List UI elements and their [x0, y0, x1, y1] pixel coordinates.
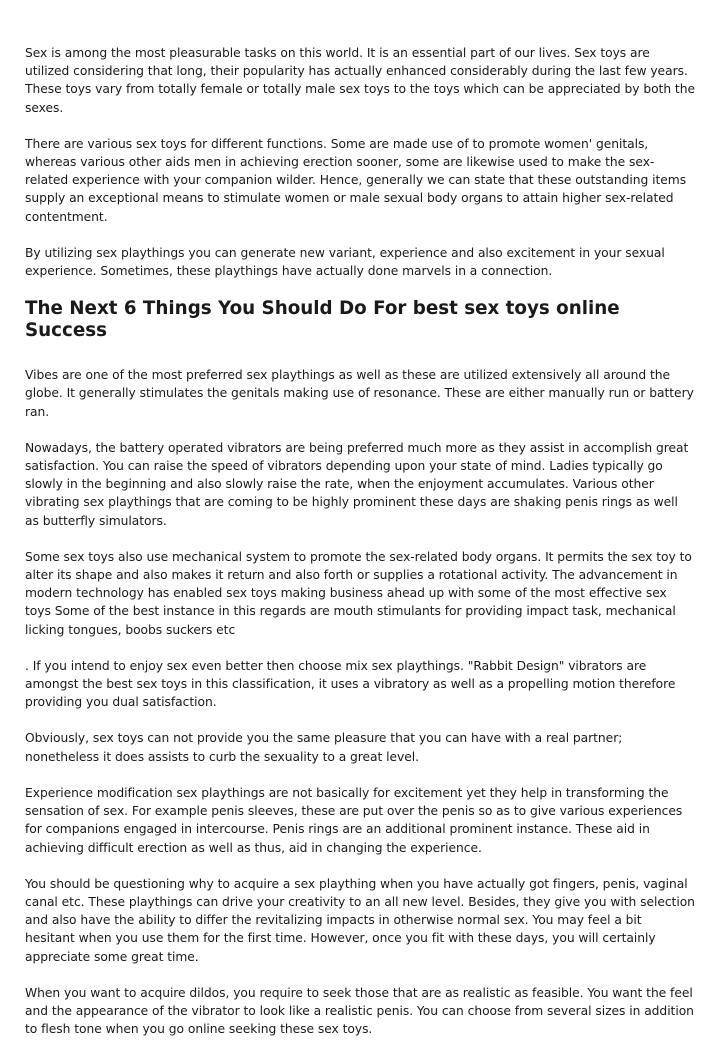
- paragraph: Experience modification sex playthings are not basically for excitement yet they help in transforming the sensation of sex. For example penis sleeves, these are put over the penis so as to give various experiences for companions engaged in intercourse. Penis rings are an additional prominent instance. These aid in achieving difficult erection as well as thus, aid in changing the experience.: [25, 785, 683, 855]
- paragraph: . If you intend to enjoy sex even better then choose mix sex playthings. "Rabbit Design" vibrators are amongst the best sex toys in this classification, it uses a vibratory as well as a propelling motion therefore providing you dual satisfaction.: [25, 658, 676, 710]
- paragraph: By utilizing sex playthings you can generate new variant, experience and also excitement in your sexual experience. Sometimes, these playthings have actually done marvels in a connection.: [25, 245, 665, 279]
- paragraph: Some sex toys also use mechanical system to promote the sex-related body organs. It permits the sex toy to alter its shape and also makes it return and also forth or supplies a rotational activity. The advancement in modern technology has enabled sex toys making business ahead up with some of the most effective sex toys Some of the best instance in this regards are mouth stimulants for providing impact task, mechanical licking tongues, boobs suckers etc: [25, 549, 692, 637]
- paragraph: Nowadays, the battery operated vibrators are being preferred much more as they assist in accomplish great satisfaction. You can raise the speed of vibrators depending upon your state of mind. Ladies typically go slowly in the beginning and also slowly raise the rate, when the enjoyment accumulates. Various other vibrating sex playthings that are coming to be highly prominent these days are shaking penis rings as well as butterfly simulators.: [25, 440, 689, 528]
- paragraph: Obviously, sex toys can not provide you the same pleasure that you can have with a real partner; nonetheless it does assists to curb the sexuality to a great level.: [25, 731, 623, 764]
- paragraph: When you want to acquire dildos, you require to seek those that are as realistic as feasible. You want the feel and the appearance of the vibrator to look like a realistic penis. You can choose from several sizes in addition to flesh tone when you go online seeking these sex toys.: [25, 985, 694, 1037]
- section-heading: The Next 6 Things You Should Do For best sex toys online Success: [25, 298, 620, 342]
- paragraph: Vibes are one of the most preferred sex playthings as well as these are utilized extensively all around the globe. It generally stimulates the genitals making use of resonance. These are either manually run or battery ran.: [25, 368, 694, 419]
- paragraph: You should be questioning why to acquire a sex plaything when you have actually got fingers, penis, vaginal canal etc. These playthings can drive your creativity to an all new level. Besides, they give you with selection and also have the ability to differ the revitalizing impacts in otherwise normal sex. You may feel a bit hesitant when you use them for the first time. However, once you fit with these days, you will certainly appreciate some great time.: [25, 876, 695, 964]
- paragraph: There are various sex toys for different functions. Some are made use of to promote women' genitals, whereas various other aids men in achieving erection sooner, some are likewise used to make the sex-related experience with your companion wilder. Hence, generally we can state that these outstanding items supply an exceptional means to stimulate women or male sexual body organs to attain higher sex-related contentment.: [25, 136, 687, 224]
- paragraph: Sex is among the most pleasurable tasks on this world. It is an essential part of our lives. Sex toys are utilized considering that long, their popularity has actually enhanced considerably during the last few years. These toys vary from totally female or totally male sex toys to the toys which can be appreciated by both the sexes.: [25, 46, 695, 115]
- article: [25, 44, 695, 1056]
